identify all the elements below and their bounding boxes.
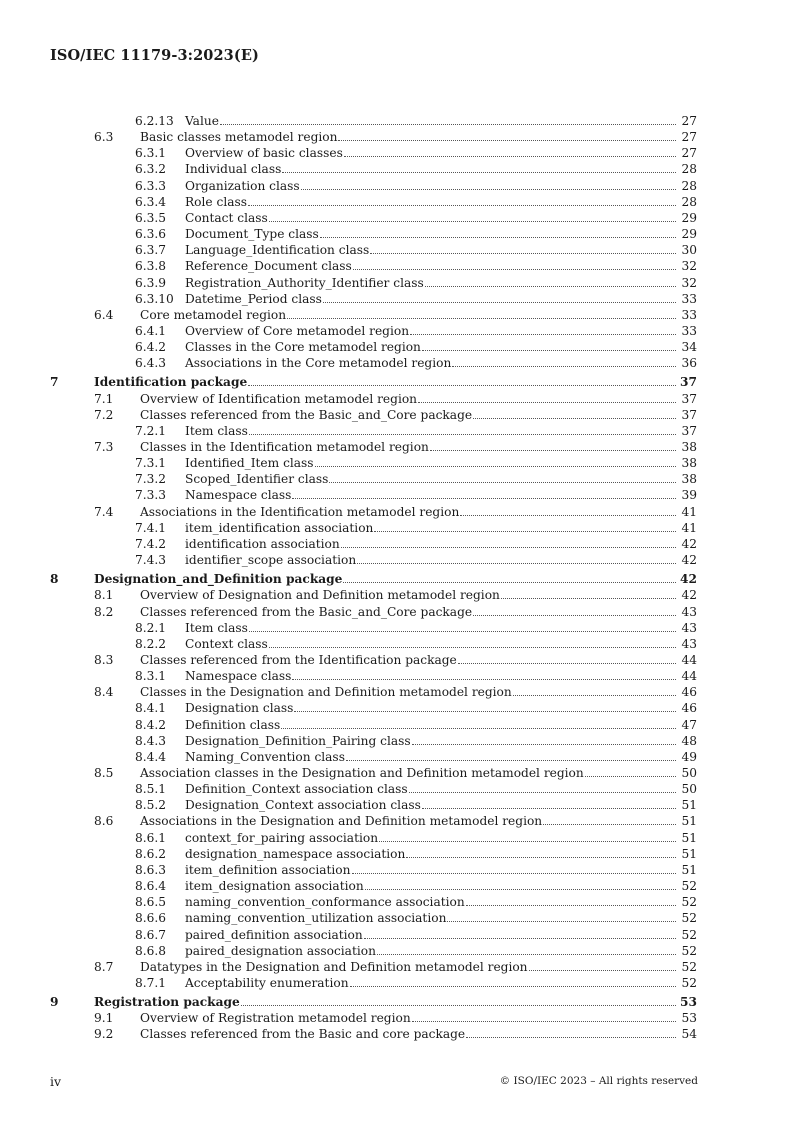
toc-entry-title: Naming_Convention class — [185, 749, 345, 764]
toc-entry-number: 8 — [50, 572, 59, 587]
toc-entry-page: 52 — [681, 975, 697, 990]
toc-entry-number: 9.1 — [94, 1011, 114, 1026]
toc-entry-page: 49 — [681, 749, 697, 764]
toc-entry[interactable] — [0, 1010, 793, 1026]
toc-entry-number: 6.3.6 — [135, 227, 167, 242]
toc-entry[interactable] — [0, 307, 793, 323]
toc-entry[interactable] — [0, 668, 793, 684]
dot-leader — [294, 700, 676, 712]
dot-leader — [338, 129, 676, 141]
toc-entry-title: Classes referenced from the Basic and core package — [140, 1027, 466, 1042]
toc-entry[interactable] — [0, 520, 793, 536]
toc-entry-page: 42 — [681, 536, 697, 551]
toc-entry[interactable] — [0, 943, 793, 959]
dot-leader — [374, 520, 676, 532]
toc-entry-page: 44 — [681, 669, 697, 684]
toc-entry-number: 6.4 — [94, 307, 114, 322]
toc-entry-title: Identification package — [94, 375, 248, 390]
toc-entry[interactable] — [0, 571, 793, 587]
toc-entry-number: 6.3 — [94, 130, 114, 145]
dot-leader — [269, 636, 676, 648]
toc-entry[interactable] — [0, 226, 793, 242]
toc-entry-title: Acceptability enumeration — [185, 975, 349, 990]
toc-entry-number: 8.6.6 — [135, 911, 167, 926]
toc-entry-page: 29 — [681, 227, 697, 242]
toc-entry-title: item_definition association — [185, 862, 351, 877]
toc-entry-title: Associations in the Core metamodel region — [185, 356, 452, 371]
dot-leader — [249, 423, 676, 435]
toc-entry-page: 48 — [681, 733, 697, 748]
toc-entry-number: 6.3.4 — [135, 194, 167, 209]
toc-entry-number: 7.4.2 — [135, 536, 167, 551]
toc-entry[interactable] — [0, 391, 793, 407]
toc-entry[interactable] — [0, 1026, 793, 1042]
toc-entry[interactable] — [0, 604, 793, 620]
toc-entry[interactable] — [0, 636, 793, 652]
toc-entry-page: 42 — [681, 553, 697, 567]
dot-leader — [292, 668, 676, 680]
toc-entry-title: Scoped_Identifier class — [185, 472, 329, 487]
toc-entry-number: 8.6.1 — [135, 830, 167, 845]
dot-leader — [365, 878, 676, 890]
toc-entry-title: identifier_scope association — [185, 553, 357, 567]
dot-leader — [357, 552, 676, 564]
toc-entry[interactable] — [0, 178, 793, 194]
dot-leader — [585, 765, 676, 777]
toc-entry-number: 8.6 — [94, 814, 114, 829]
dot-leader — [409, 781, 676, 793]
toc-entry-page: 37 — [681, 407, 697, 422]
toc-entry-number: 8.7.1 — [135, 975, 167, 990]
dot-leader — [418, 391, 676, 403]
toc-entry-number: 8.2.1 — [135, 620, 167, 635]
toc-entry[interactable] — [0, 717, 793, 733]
toc-entry-number: 7.4.3 — [135, 553, 167, 567]
toc-entry[interactable] — [0, 161, 793, 177]
toc-entry-title: Classes referenced from the Identification package — [140, 652, 457, 667]
toc-entry-number: 8.2.2 — [135, 636, 167, 651]
toc-entry-number: 7.2.1 — [135, 423, 167, 438]
dot-leader — [350, 975, 676, 987]
toc-entry-number: 8.3 — [94, 652, 114, 667]
toc-entry-number: 8.5.2 — [135, 798, 167, 813]
toc-entry-page: 52 — [681, 959, 697, 974]
toc-entry-page: 52 — [681, 895, 697, 910]
dot-leader — [422, 339, 676, 351]
toc-entry-page: 37 — [681, 423, 697, 438]
toc-entry-title: Datetime_Period class — [185, 291, 322, 306]
toc-entry[interactable] — [0, 894, 793, 910]
toc-entry[interactable] — [0, 733, 793, 749]
toc-entry[interactable] — [0, 765, 793, 781]
toc-entry-title: Reference_Document class — [185, 259, 352, 274]
toc-entry-page: 34 — [681, 340, 697, 355]
toc-entry[interactable] — [0, 552, 793, 568]
toc-entry[interactable] — [0, 471, 793, 487]
toc-entry[interactable] — [0, 536, 793, 552]
dot-leader — [377, 943, 676, 955]
toc-entry-title: naming_convention_utilization association — [185, 911, 447, 926]
toc-entry-number: 6.3.2 — [135, 162, 167, 177]
document-id-header: ISO/IEC 11179-3:2023(E) — [50, 47, 259, 64]
toc-entry-title: Classes in the Core metamodel region — [185, 340, 421, 355]
toc-entry[interactable] — [0, 242, 793, 258]
toc-entry[interactable] — [0, 927, 793, 943]
toc-entry-page: 41 — [681, 504, 697, 519]
toc-entry-number: 7.3 — [94, 440, 114, 454]
toc-entry-title: Individual class — [185, 162, 282, 177]
toc-entry-page: 51 — [681, 846, 697, 861]
toc-entry-number: 6.2.13 — [135, 114, 174, 128]
copyright-notice: © ISO/IEC 2023 – All rights reserved — [499, 1075, 698, 1087]
toc-entry-number: 7.1 — [94, 391, 114, 406]
toc-entry-page: 28 — [681, 194, 697, 209]
toc-entry[interactable] — [0, 910, 793, 926]
toc-entry-title: Organization class — [185, 178, 300, 193]
toc-entry-number: 6.4.3 — [135, 356, 167, 371]
toc-entry-title: Associations in the Designation and Definition metamodel region — [140, 814, 543, 829]
toc-entry-number: 7.4.1 — [135, 520, 167, 535]
toc-entry[interactable] — [0, 878, 793, 894]
toc-entry-page: 51 — [681, 798, 697, 813]
toc-entry[interactable] — [0, 374, 793, 390]
toc-entry[interactable] — [0, 620, 793, 636]
toc-entry-title: Designation class — [185, 701, 294, 716]
toc-entry-number: 8.6.4 — [135, 879, 167, 893]
dot-leader — [352, 862, 677, 874]
toc-entry-page: 53 — [680, 995, 697, 1010]
toc-entry[interactable] — [0, 407, 793, 423]
toc-entry-number: 6.4.1 — [135, 324, 167, 338]
dot-leader — [473, 407, 676, 419]
dot-leader — [406, 846, 676, 858]
toc-entry-title: Namespace class — [185, 669, 292, 684]
toc-entry-number: 8.3.1 — [135, 669, 167, 684]
toc-entry-page: 50 — [681, 782, 697, 797]
toc-entry[interactable] — [0, 113, 793, 129]
dot-leader — [501, 587, 676, 599]
toc-entry[interactable] — [0, 813, 793, 829]
toc-entry-title: Definition_Context association class — [185, 782, 408, 797]
toc-entry-page: 33 — [681, 324, 697, 338]
toc-entry-number: 8.6.2 — [135, 846, 167, 861]
toc-entry-page: 53 — [681, 1011, 697, 1026]
toc-entry-title: Registration_Authority_Identifier class — [185, 275, 424, 290]
dot-leader — [329, 471, 676, 483]
toc-entry-title: Document_Type class — [185, 227, 319, 242]
toc-entry-page: 27 — [681, 130, 697, 145]
toc-entry-page: 43 — [681, 636, 697, 651]
toc-entry[interactable] — [0, 291, 793, 307]
dot-leader — [460, 504, 676, 516]
dot-leader — [370, 242, 676, 254]
toc-entry-title: item_identification association — [185, 520, 374, 535]
toc-entry-number: 8.1 — [94, 588, 114, 603]
toc-entry[interactable] — [0, 423, 793, 439]
toc-entry[interactable] — [0, 323, 793, 339]
toc-entry-page: 46 — [681, 701, 697, 716]
dot-leader — [430, 439, 676, 451]
toc-entry-page: 43 — [681, 620, 697, 635]
dot-leader — [281, 717, 676, 729]
toc-entry-number: 6.3.9 — [135, 275, 167, 290]
toc-entry-page: 52 — [681, 879, 697, 893]
toc-entry-page: 50 — [681, 766, 697, 780]
dot-leader — [412, 1010, 676, 1022]
toc-entry-page: 27 — [681, 114, 697, 128]
toc-entry-page: 52 — [681, 927, 697, 942]
toc-entry-title: Overview of basic classes — [185, 146, 343, 161]
dot-leader — [341, 536, 676, 548]
dot-leader — [292, 487, 676, 499]
toc-entry-title: Classes in the Designation and Definition metamodel region — [140, 685, 512, 700]
dot-leader — [529, 959, 676, 971]
toc-entry-page: 38 — [681, 472, 697, 487]
dot-leader — [344, 145, 676, 157]
dot-leader — [473, 604, 676, 616]
toc-entry-number: 8.6.5 — [135, 895, 167, 910]
toc-entry-number: 8.5 — [94, 766, 114, 780]
toc-entry-page: 54 — [681, 1027, 697, 1042]
toc-entry-title: Overview of Registration metamodel region — [140, 1011, 411, 1026]
toc-entry-number: 9 — [50, 995, 59, 1010]
dot-leader — [364, 927, 676, 939]
toc-entry[interactable] — [0, 587, 793, 603]
dot-leader — [249, 620, 676, 632]
toc-entry[interactable] — [0, 797, 793, 813]
dot-leader — [353, 258, 676, 270]
dot-leader — [422, 797, 676, 809]
toc-entry[interactable] — [0, 862, 793, 878]
toc-entry-page: 28 — [681, 162, 697, 177]
toc-entry-number: 6.3.5 — [135, 210, 167, 225]
dot-leader — [343, 571, 676, 583]
dot-leader — [220, 113, 676, 125]
dot-leader — [466, 894, 676, 906]
toc-entry-title: Overview of Designation and Definition metamodel region — [140, 588, 500, 603]
toc-entry-title: Core metamodel region — [140, 307, 287, 322]
toc-entry[interactable] — [0, 781, 793, 797]
toc-entry[interactable] — [0, 210, 793, 226]
toc-entry-page: 52 — [681, 943, 697, 958]
toc-entry-title: Overview of Identification metamodel region — [140, 391, 418, 406]
toc-entry-number: 8.4.4 — [135, 749, 167, 764]
toc-entry-number: 6.3.7 — [135, 243, 167, 258]
toc-entry-number: 8.7 — [94, 959, 114, 974]
toc-entry-title: Basic classes metamodel region — [140, 130, 338, 145]
toc-entry[interactable] — [0, 846, 793, 862]
toc-entry-page: 37 — [680, 375, 697, 390]
toc-entry-page: 32 — [681, 259, 697, 274]
dot-leader — [412, 733, 676, 745]
toc-entry-number: 8.4 — [94, 685, 114, 700]
toc-entry-title: Datatypes in the Designation and Definition metamodel region — [140, 959, 528, 974]
toc-entry-number: 8.5.1 — [135, 782, 167, 797]
toc-entry[interactable] — [0, 975, 793, 991]
toc-entry-title: Designation_Definition_Pairing class — [185, 733, 411, 748]
dot-leader — [248, 374, 676, 386]
toc-entry-page: 37 — [681, 391, 697, 406]
toc-entry-title: Item class — [185, 620, 248, 635]
toc-entry-page: 39 — [681, 488, 697, 503]
toc-entry-title: Contact class — [185, 210, 268, 225]
toc-entry-number: 6.3.1 — [135, 146, 167, 161]
toc-entry-page: 42 — [681, 588, 697, 603]
toc-entry[interactable] — [0, 355, 793, 371]
dot-leader — [320, 226, 676, 238]
toc-entry-title: paired_designation association — [185, 943, 376, 958]
toc-entry-number: 8.4.3 — [135, 733, 167, 748]
toc-entry[interactable] — [0, 339, 793, 355]
toc-entry-page: 43 — [681, 604, 697, 619]
toc-entry-page: 32 — [681, 275, 697, 290]
toc-entry-number: 8.4.1 — [135, 701, 167, 716]
toc-entry-page: 27 — [681, 146, 697, 161]
dot-leader — [323, 291, 676, 303]
toc-entry-title: Association classes in the Designation and Definition metamodel region — [140, 766, 584, 780]
toc-entry-title: Registration package — [94, 995, 240, 1010]
toc-entry-number: 7.4 — [94, 504, 114, 519]
toc-entry[interactable] — [0, 129, 793, 145]
dot-leader — [452, 355, 676, 367]
toc-entry-page: 38 — [681, 456, 697, 471]
dot-leader — [379, 830, 676, 842]
toc-entry-page: 33 — [681, 307, 697, 322]
dot-leader — [301, 178, 676, 190]
toc-entry-title: Namespace class — [185, 488, 292, 503]
toc-entry-title: naming_convention_conformance association — [185, 895, 465, 910]
toc-entry-number: 9.2 — [94, 1027, 114, 1042]
toc-entry[interactable] — [0, 258, 793, 274]
toc-entry-number: 7 — [50, 375, 59, 390]
toc-entry-number: 7.3.3 — [135, 488, 167, 503]
toc-entry-number: 8.2 — [94, 604, 114, 619]
page-number: iv — [50, 1074, 62, 1089]
toc-entry-title: paired_definition association — [185, 927, 363, 942]
toc-entry-title: designation_namespace association — [185, 846, 406, 861]
toc-entry[interactable] — [0, 439, 793, 455]
toc-entry-page: 51 — [681, 830, 697, 845]
toc-entry-page: 41 — [681, 520, 697, 535]
toc-entry-title: Value — [185, 114, 219, 128]
dot-leader — [269, 210, 676, 222]
toc-entry-number: 6.3.3 — [135, 178, 167, 193]
toc-entry-title: identification association — [185, 536, 340, 551]
toc-entry-number: 6.3.8 — [135, 259, 167, 274]
toc-entry[interactable] — [0, 487, 793, 503]
toc-entry[interactable] — [0, 994, 793, 1010]
toc-entry-title: Classes referenced from the Basic_and_Core package — [140, 407, 473, 422]
toc-entry-page: 28 — [681, 178, 697, 193]
toc-entry-title: Role class — [185, 194, 247, 209]
toc-entry-title: Overview of Core metamodel region — [185, 324, 410, 338]
dot-leader — [346, 749, 676, 761]
dot-leader — [241, 994, 676, 1006]
toc-entry-page: 51 — [681, 862, 697, 877]
toc-entry[interactable] — [0, 830, 793, 846]
toc-entry[interactable] — [0, 145, 793, 161]
toc-entry-number: 7.3.2 — [135, 472, 167, 487]
dot-leader — [315, 455, 676, 467]
toc-entry-page: 47 — [681, 717, 697, 732]
toc-entry-title: context_for_pairing association — [185, 830, 379, 845]
toc-entry-title: Designation_Context association class — [185, 798, 421, 813]
dot-leader — [248, 194, 676, 206]
toc-entry-number: 8.6.8 — [135, 943, 167, 958]
toc-entry-title: Item class — [185, 423, 248, 438]
toc-entry-page: 36 — [681, 356, 697, 371]
toc-entry-number: 6.4.2 — [135, 340, 167, 355]
toc-entry-number: 7.3.1 — [135, 456, 167, 471]
toc-entry[interactable] — [0, 194, 793, 210]
toc-entry-title: item_designation association — [185, 879, 364, 893]
toc-entry-title: Associations in the Identification metamodel region — [140, 504, 460, 519]
toc-entry-page: 51 — [681, 814, 697, 829]
toc-entry[interactable] — [0, 700, 793, 716]
toc-entry[interactable] — [0, 959, 793, 975]
toc-entry[interactable] — [0, 684, 793, 700]
dot-leader — [287, 307, 676, 319]
toc-entry-page: 52 — [681, 911, 697, 926]
dot-leader — [447, 910, 676, 922]
toc-entry-title: Context class — [185, 636, 268, 651]
toc-entry-number: 7.2 — [94, 407, 114, 422]
dot-leader — [458, 652, 676, 664]
toc-entry-title: Language_Identification class — [185, 243, 370, 258]
toc-entry-number: 8.6.7 — [135, 927, 167, 942]
toc-entry-page: 46 — [681, 685, 697, 700]
toc-entry-title: Definition class — [185, 717, 281, 732]
dot-leader — [466, 1026, 676, 1038]
dot-leader — [513, 684, 676, 696]
dot-leader — [410, 323, 676, 335]
toc-entry-page: 42 — [680, 572, 697, 587]
toc-entry-page: 30 — [681, 243, 697, 258]
toc-entry-number: 8.4.2 — [135, 717, 167, 732]
toc-entry-page: 33 — [681, 291, 697, 306]
toc-entry-title: Classes referenced from the Basic_and_Core package — [140, 604, 473, 619]
toc-entry-title: Designation_and_Definition package — [94, 572, 343, 587]
toc-entry-number: 6.3.10 — [135, 291, 174, 306]
dot-leader — [543, 813, 676, 825]
toc-entry[interactable] — [0, 652, 793, 668]
toc-entry-title: Classes in the Identification metamodel region — [140, 440, 429, 454]
toc-entry-page: 29 — [681, 210, 697, 225]
toc-entry-number: 8.6.3 — [135, 862, 167, 877]
toc-entry-title: Identified_Item class — [185, 456, 314, 471]
toc-entry-page: 38 — [681, 440, 697, 454]
dot-leader — [282, 161, 676, 173]
dot-leader — [425, 275, 676, 287]
toc-entry[interactable] — [0, 455, 793, 471]
toc-entry[interactable] — [0, 504, 793, 520]
toc-entry-page: 44 — [681, 652, 697, 667]
toc-entry[interactable] — [0, 275, 793, 291]
toc-entry[interactable] — [0, 749, 793, 765]
